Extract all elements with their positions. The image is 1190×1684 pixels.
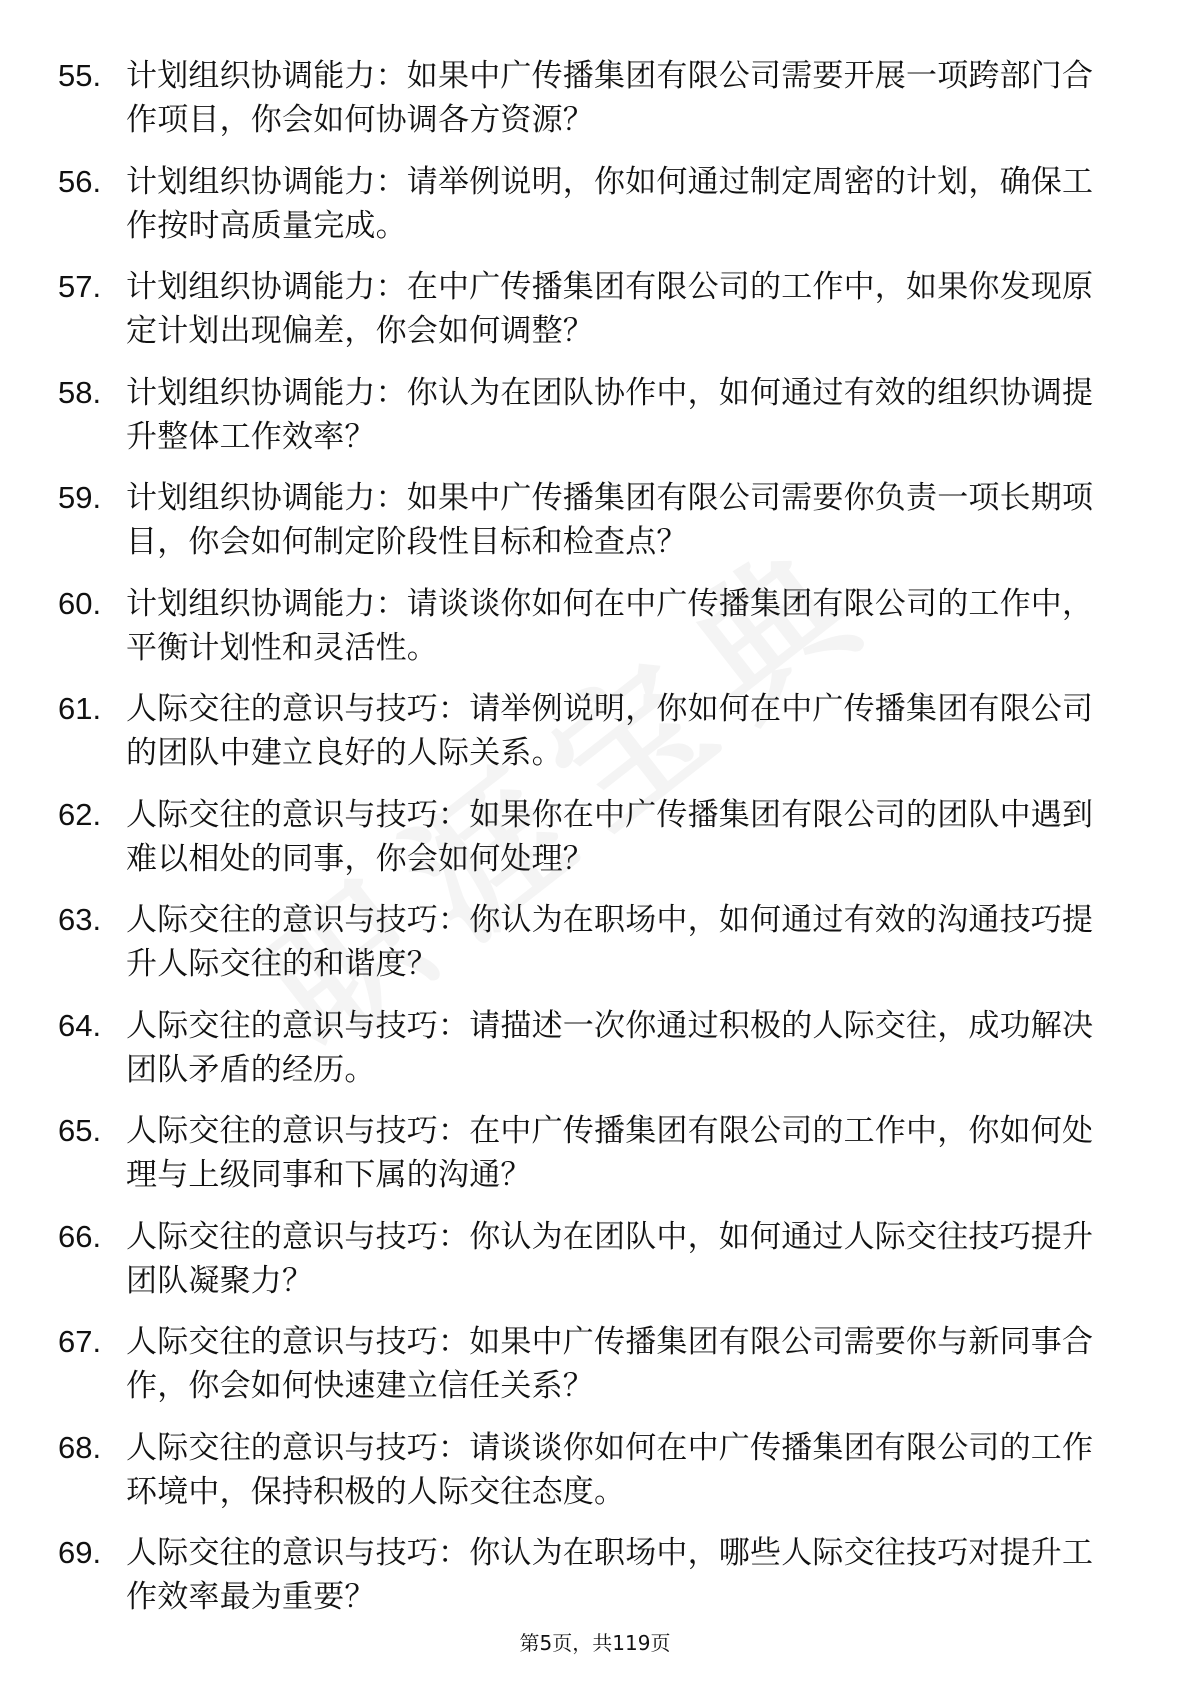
question-number: 63. <box>58 902 102 937</box>
question-item <box>58 1426 1118 1514</box>
question-text: 计划组织协调能力：如果中广传播集团有限公司需要你负责一项长期项目，你会如何制定阶段性目标和检查点？ <box>126 480 1094 560</box>
question-text: 人际交往的意识与技巧：如果中广传播集团有限公司需要你与新同事合作，你会如何快速建立信任关系？ <box>126 1324 1094 1404</box>
question-item <box>58 371 1118 459</box>
question-item <box>58 54 1118 142</box>
page-footer: 第5页，共119页 <box>519 1631 671 1655</box>
question-text: 计划组织协调能力：在中广传播集团有限公司的工作中，如果你发现原定计划出现偏差，你会如何调整？ <box>126 269 1094 349</box>
question-text: 计划组织协调能力：你认为在团队协作中，如何通过有效的组织协调提升整体工作效率？ <box>126 374 1094 455</box>
question-number: 60. <box>58 585 102 621</box>
question-number: 56. <box>58 163 102 199</box>
question-item <box>58 898 1118 986</box>
question-item <box>58 476 1118 564</box>
question-number: 57. <box>58 269 102 304</box>
question-item <box>58 1215 1118 1303</box>
question-number: 69. <box>58 1535 102 1570</box>
question-text: 人际交往的意识与技巧：你认为在职场中，哪些人际交往技巧对提升工作效率最为重要？ <box>126 1535 1094 1615</box>
question-item <box>58 1004 1118 1092</box>
question-text: 人际交往的意识与技巧：在中广传播集团有限公司的工作中，你如何处理与上级同事和下属的沟通？ <box>126 1113 1094 1193</box>
question-number: 66. <box>58 1218 102 1254</box>
question-text: 人际交往的意识与技巧：请描述一次你通过积极的人际交往，成功解决团队矛盾的经历。 <box>126 1007 1094 1088</box>
question-number: 65. <box>58 1113 102 1148</box>
question-text: 计划组织协调能力：请谈谈你如何在中广传播集团有限公司的工作中，平衡计划性和灵活性。 <box>126 585 1094 666</box>
question-text: 计划组织协调能力：请举例说明，你如何通过制定周密的计划，确保工作按时高质量完成。 <box>126 163 1094 244</box>
question-list <box>58 54 1118 1637</box>
question-text: 人际交往的意识与技巧：如果你在中广传播集团有限公司的团队中遇到难以相处的同事，你会如何处理？ <box>126 796 1094 877</box>
question-number: 58. <box>58 374 102 410</box>
question-item <box>58 1531 1118 1619</box>
question-text: 人际交往的意识与技巧：请谈谈你如何在中广传播集团有限公司的工作环境中，保持积极的人际交往态度。 <box>126 1429 1094 1510</box>
question-item <box>58 793 1118 881</box>
question-item <box>58 160 1118 248</box>
question-number: 67. <box>58 1324 102 1359</box>
question-text: 人际交往的意识与技巧：请举例说明，你如何在中广传播集团有限公司的团队中建立良好的人际关系。 <box>126 691 1094 771</box>
question-number: 62. <box>58 796 102 832</box>
question-text: 计划组织协调能力：如果中广传播集团有限公司需要开展一项跨部门合作项目，你会如何协调各方资源？ <box>126 58 1094 138</box>
question-item <box>58 1320 1118 1408</box>
question-number: 61. <box>58 691 102 726</box>
question-number: 68. <box>58 1429 102 1465</box>
question-text: 人际交往的意识与技巧：你认为在团队中，如何通过人际交往技巧提升团队凝聚力？ <box>126 1218 1094 1299</box>
question-number: 55. <box>58 58 102 93</box>
question-item <box>58 582 1118 670</box>
question-item <box>58 687 1118 775</box>
question-text: 人际交往的意识与技巧：你认为在职场中，如何通过有效的沟通技巧提升人际交往的和谐度？ <box>126 902 1094 982</box>
question-number: 59. <box>58 480 102 515</box>
question-item <box>58 1109 1118 1197</box>
question-number: 64. <box>58 1007 102 1043</box>
question-item <box>58 265 1118 353</box>
